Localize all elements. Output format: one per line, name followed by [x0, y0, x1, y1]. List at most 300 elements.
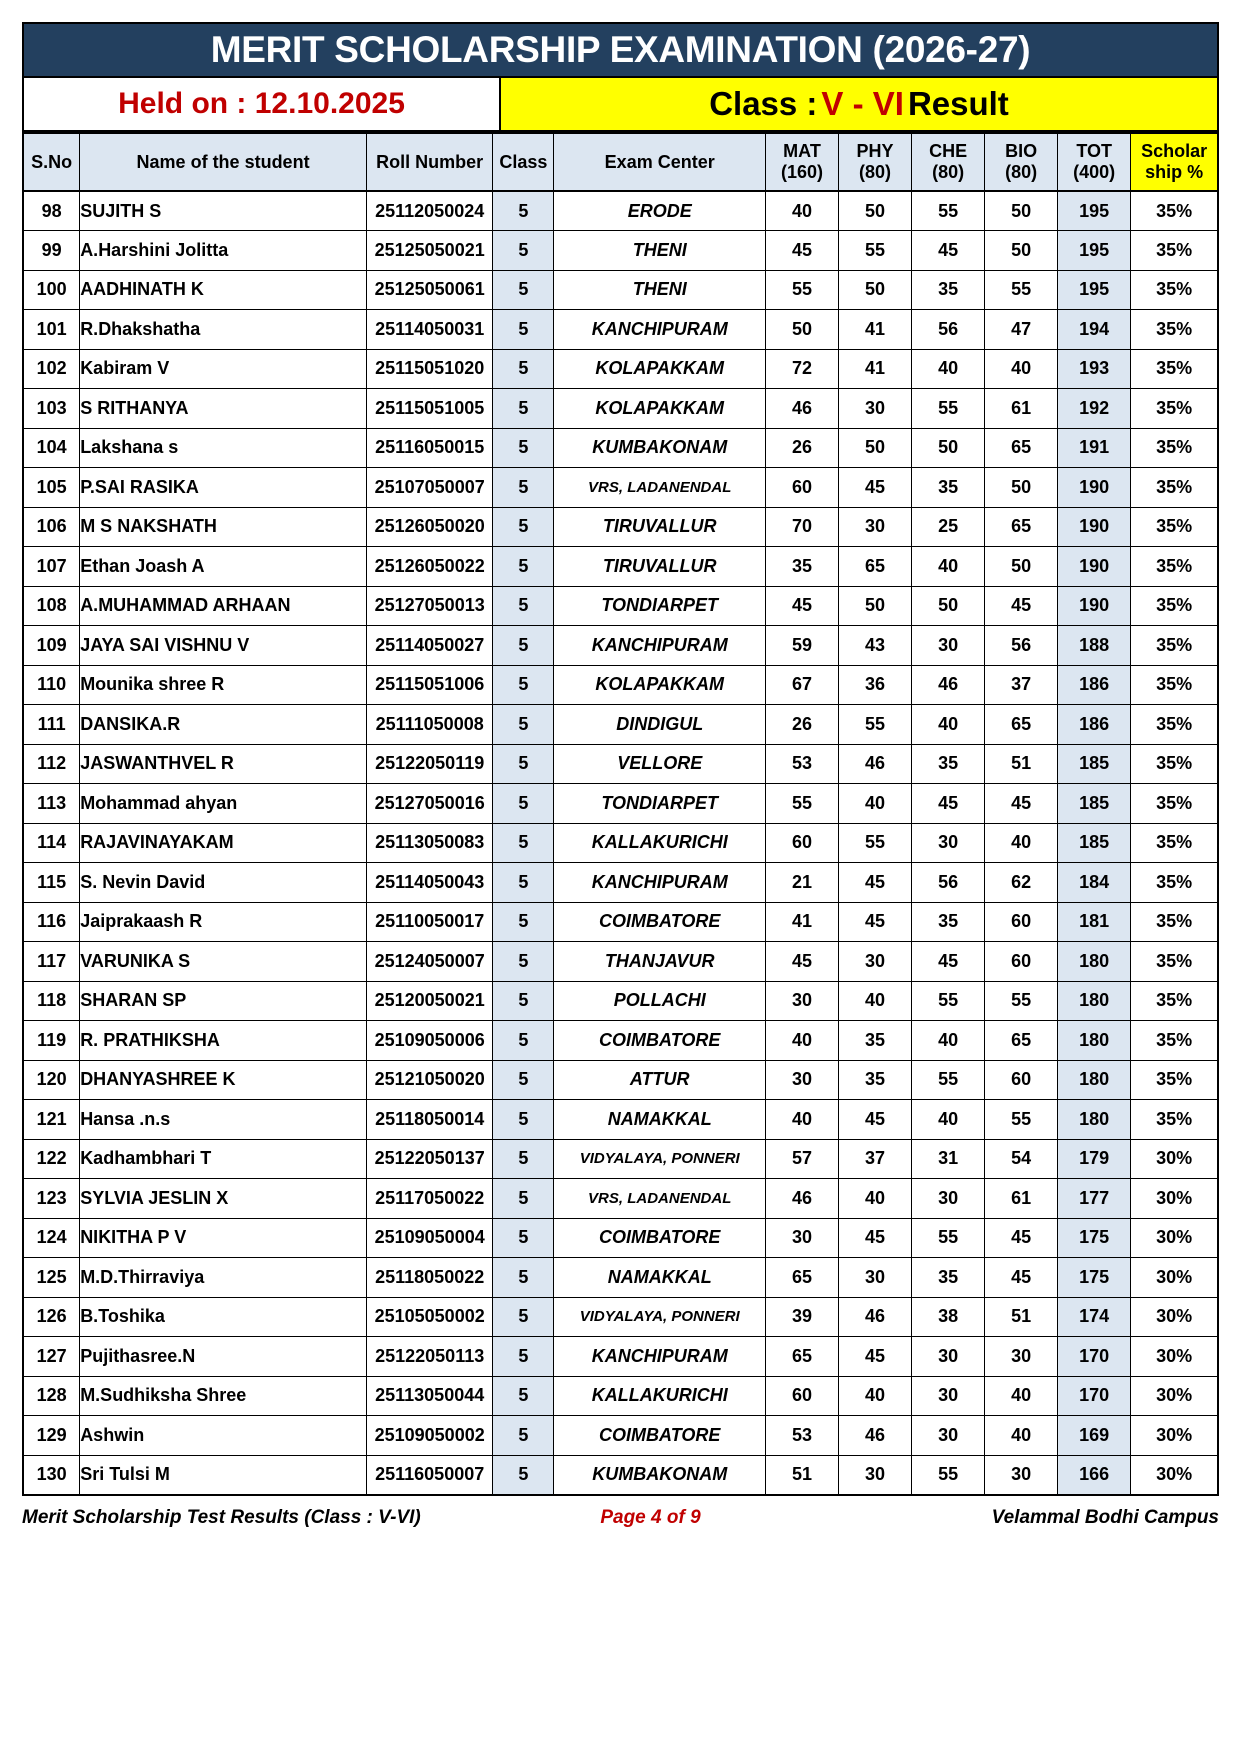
cell-che: 35: [912, 744, 985, 784]
cell-phy: 55: [839, 705, 912, 745]
cell-phy: 50: [839, 270, 912, 310]
cell-class: 5: [493, 270, 554, 310]
cell-mat: 46: [765, 389, 838, 429]
cell-sch: 30%: [1131, 1455, 1218, 1495]
cell-roll: 25120050021: [366, 981, 492, 1021]
cell-bio: 45: [985, 1258, 1058, 1298]
cell-tot: 186: [1058, 665, 1131, 705]
cell-center: ATTUR: [554, 1060, 766, 1100]
cell-tot: 180: [1058, 942, 1131, 982]
cell-sno: 105: [23, 468, 80, 508]
cell-sch: 35%: [1131, 942, 1218, 982]
cell-phy: 30: [839, 1258, 912, 1298]
cell-sno: 126: [23, 1297, 80, 1337]
cell-sch: 35%: [1131, 1021, 1218, 1061]
cell-mat: 65: [765, 1258, 838, 1298]
table-header: [23, 133, 1218, 191]
cell-center: ERODE: [554, 191, 766, 231]
cell-che: 55: [912, 1060, 985, 1100]
cell-class: 5: [493, 705, 554, 745]
cell-name: Lakshana s: [80, 428, 367, 468]
cell-che: 30: [912, 626, 985, 666]
cell-phy: 40: [839, 1376, 912, 1416]
table-row[interactable]: [23, 507, 1218, 547]
table-row[interactable]: [23, 784, 1218, 824]
cell-tot: 185: [1058, 744, 1131, 784]
cell-roll: 25110050017: [366, 902, 492, 942]
cell-roll: 25115051006: [366, 665, 492, 705]
cell-roll: 25113050044: [366, 1376, 492, 1416]
cell-sch: 35%: [1131, 507, 1218, 547]
column-header-label: BIO: [1005, 141, 1038, 162]
cell-center: KOLAPAKKAM: [554, 665, 766, 705]
table-row[interactable]: [23, 863, 1218, 903]
cell-class: 5: [493, 1455, 554, 1495]
results-table: [22, 132, 1219, 1496]
cell-bio: 40: [985, 349, 1058, 389]
column-header-mat[interactable]: [765, 133, 838, 191]
cell-mat: 57: [765, 1139, 838, 1179]
cell-center: TONDIARPET: [554, 784, 766, 824]
column-header-phy[interactable]: [839, 133, 912, 191]
cell-phy: 35: [839, 1021, 912, 1061]
cell-name: JAYA SAI VISHNU V: [80, 626, 367, 666]
cell-sno: 128: [23, 1376, 80, 1416]
cell-sch: 35%: [1131, 547, 1218, 587]
cell-bio: 40: [985, 823, 1058, 863]
cell-sno: 102: [23, 349, 80, 389]
cell-sch: 35%: [1131, 428, 1218, 468]
table-row[interactable]: [23, 823, 1218, 863]
cell-tot: 193: [1058, 349, 1131, 389]
cell-name: Jaiprakaash R: [80, 902, 367, 942]
cell-phy: 40: [839, 981, 912, 1021]
column-header-label: CHE: [929, 141, 968, 162]
cell-che: 55: [912, 981, 985, 1021]
cell-phy: 46: [839, 744, 912, 784]
cell-mat: 26: [765, 428, 838, 468]
cell-sno: 127: [23, 1337, 80, 1377]
cell-sno: 107: [23, 547, 80, 587]
cell-bio: 50: [985, 191, 1058, 231]
cell-class: 5: [493, 191, 554, 231]
cell-che: 35: [912, 270, 985, 310]
cell-name: B.Toshika: [80, 1297, 367, 1337]
cell-tot: 170: [1058, 1337, 1131, 1377]
cell-bio: 50: [985, 468, 1058, 508]
cell-class: 5: [493, 586, 554, 626]
cell-class: 5: [493, 468, 554, 508]
cell-class: 5: [493, 1297, 554, 1337]
cell-sno: 100: [23, 270, 80, 310]
sub-header-bar: [22, 78, 1219, 132]
cell-bio: 61: [985, 1179, 1058, 1219]
table-row[interactable]: [23, 705, 1218, 745]
cell-center: KALLAKURICHI: [554, 1376, 766, 1416]
cell-phy: 45: [839, 863, 912, 903]
cell-phy: 30: [839, 942, 912, 982]
cell-mat: 39: [765, 1297, 838, 1337]
cell-bio: 55: [985, 270, 1058, 310]
cell-che: 55: [912, 1218, 985, 1258]
cell-sch: 35%: [1131, 665, 1218, 705]
table-row[interactable]: [23, 981, 1218, 1021]
cell-mat: 21: [765, 863, 838, 903]
cell-bio: 50: [985, 231, 1058, 271]
cell-center: POLLACHI: [554, 981, 766, 1021]
column-header-max-marks: (400): [1073, 162, 1116, 182]
cell-center: NAMAKKAL: [554, 1100, 766, 1140]
column-header-sno[interactable]: [23, 133, 80, 191]
cell-che: 55: [912, 191, 985, 231]
held-on-label: Held on : 12.10.2025: [118, 87, 405, 120]
cell-tot: 180: [1058, 1021, 1131, 1061]
table-row[interactable]: [23, 349, 1218, 389]
cell-roll: 25127050013: [366, 586, 492, 626]
cell-class: 5: [493, 981, 554, 1021]
cell-mat: 40: [765, 1100, 838, 1140]
cell-mat: 65: [765, 1337, 838, 1377]
cell-sch: 35%: [1131, 349, 1218, 389]
column-header-che[interactable]: [912, 133, 985, 191]
cell-phy: 45: [839, 1337, 912, 1377]
column-header-label: Class: [499, 151, 548, 172]
cell-center: COIMBATORE: [554, 1021, 766, 1061]
table-row[interactable]: [23, 586, 1218, 626]
cell-bio: 62: [985, 863, 1058, 903]
cell-center: DINDIGUL: [554, 705, 766, 745]
cell-sno: 103: [23, 389, 80, 429]
cell-bio: 65: [985, 507, 1058, 547]
table-row[interactable]: [23, 1297, 1218, 1337]
column-header-class[interactable]: [493, 133, 554, 191]
cell-phy: 55: [839, 823, 912, 863]
cell-roll: 25124050007: [366, 942, 492, 982]
cell-roll: 25125050061: [366, 270, 492, 310]
column-header-max-marks: (80): [859, 162, 892, 182]
cell-bio: 30: [985, 1337, 1058, 1377]
cell-che: 31: [912, 1139, 985, 1179]
column-header-center[interactable]: [554, 133, 766, 191]
cell-name: A.Harshini Jolitta: [80, 231, 367, 271]
cell-roll: 25121050020: [366, 1060, 492, 1100]
cell-sch: 35%: [1131, 270, 1218, 310]
cell-name: Pujithasree.N: [80, 1337, 367, 1377]
class-value: V - VI: [821, 85, 904, 122]
table-row[interactable]: [23, 468, 1218, 508]
cell-mat: 30: [765, 1060, 838, 1100]
table-row[interactable]: [23, 1376, 1218, 1416]
cell-mat: 60: [765, 468, 838, 508]
cell-che: 56: [912, 310, 985, 350]
cell-class: 5: [493, 1337, 554, 1377]
column-header-max-marks: ship %: [1145, 162, 1204, 182]
cell-mat: 60: [765, 823, 838, 863]
cell-che: 30: [912, 1376, 985, 1416]
table-row[interactable]: [23, 1021, 1218, 1061]
cell-center: TONDIARPET: [554, 586, 766, 626]
cell-tot: 186: [1058, 705, 1131, 745]
cell-che: 25: [912, 507, 985, 547]
cell-sno: 119: [23, 1021, 80, 1061]
cell-tot: 177: [1058, 1179, 1131, 1219]
cell-phy: 50: [839, 428, 912, 468]
column-header-tot[interactable]: [1058, 133, 1131, 191]
cell-class: 5: [493, 1376, 554, 1416]
cell-roll: 25126050022: [366, 547, 492, 587]
cell-che: 55: [912, 1455, 985, 1495]
cell-class: 5: [493, 1021, 554, 1061]
cell-tot: 190: [1058, 507, 1131, 547]
cell-name: Kadhambhari T: [80, 1139, 367, 1179]
table-row[interactable]: [23, 902, 1218, 942]
cell-class: 5: [493, 1416, 554, 1456]
cell-tot: 190: [1058, 586, 1131, 626]
cell-name: Kabiram V: [80, 349, 367, 389]
footer-campus-name: Velammal Bodhi Campus: [991, 1506, 1219, 1528]
table-row[interactable]: [23, 1179, 1218, 1219]
cell-sch: 35%: [1131, 389, 1218, 429]
table-row[interactable]: [23, 1455, 1218, 1495]
column-header-label: MAT: [783, 141, 821, 162]
cell-tot: 195: [1058, 231, 1131, 271]
cell-tot: 192: [1058, 389, 1131, 429]
cell-class: 5: [493, 1258, 554, 1298]
cell-center: KUMBAKONAM: [554, 428, 766, 468]
table-row[interactable]: [23, 191, 1218, 231]
cell-center: KANCHIPURAM: [554, 863, 766, 903]
page-title: MERIT SCHOLARSHIP EXAMINATION (2026-27): [210, 29, 1031, 70]
table-body: [23, 191, 1218, 1495]
cell-name: Hansa .n.s: [80, 1100, 367, 1140]
cell-mat: 70: [765, 507, 838, 547]
cell-sch: 30%: [1131, 1179, 1218, 1219]
cell-sch: 35%: [1131, 231, 1218, 271]
cell-sno: 112: [23, 744, 80, 784]
column-header-label: Exam Center: [604, 151, 715, 172]
cell-center: COIMBATORE: [554, 1416, 766, 1456]
cell-tot: 191: [1058, 428, 1131, 468]
cell-sch: 35%: [1131, 823, 1218, 863]
cell-mat: 30: [765, 981, 838, 1021]
table-row[interactable]: [23, 1060, 1218, 1100]
table-row[interactable]: [23, 1258, 1218, 1298]
cell-che: 35: [912, 902, 985, 942]
table-row[interactable]: [23, 626, 1218, 666]
cell-che: 40: [912, 705, 985, 745]
cell-bio: 56: [985, 626, 1058, 666]
cell-center: KOLAPAKKAM: [554, 349, 766, 389]
column-header-max-marks: (80): [932, 162, 965, 182]
table-header-row: [23, 133, 1218, 191]
cell-name: Mohammad ahyan: [80, 784, 367, 824]
cell-name: M S NAKSHATH: [80, 507, 367, 547]
cell-che: 40: [912, 547, 985, 587]
table-row[interactable]: [23, 547, 1218, 587]
cell-sch: 30%: [1131, 1376, 1218, 1416]
cell-mat: 40: [765, 191, 838, 231]
table-row[interactable]: [23, 1337, 1218, 1377]
column-header-max-marks: (160): [780, 162, 823, 182]
column-header-label: TOT: [1076, 141, 1113, 162]
cell-roll: 25109050004: [366, 1218, 492, 1258]
cell-tot: 170: [1058, 1376, 1131, 1416]
column-header-bio[interactable]: [985, 133, 1058, 191]
cell-center: VIDYALAYA, PONNERI: [554, 1297, 766, 1337]
table-row[interactable]: [23, 1100, 1218, 1140]
cell-mat: 41: [765, 902, 838, 942]
cell-phy: 40: [839, 1179, 912, 1219]
column-header-label: Name of the student: [136, 151, 310, 172]
cell-roll: 25122050137: [366, 1139, 492, 1179]
cell-sno: 115: [23, 863, 80, 903]
cell-sch: 35%: [1131, 191, 1218, 231]
cell-sch: 35%: [1131, 626, 1218, 666]
cell-center: NAMAKKAL: [554, 1258, 766, 1298]
table-row[interactable]: [23, 1218, 1218, 1258]
cell-center: THENI: [554, 270, 766, 310]
cell-bio: 55: [985, 981, 1058, 1021]
cell-class: 5: [493, 349, 554, 389]
cell-phy: 45: [839, 902, 912, 942]
cell-sch: 35%: [1131, 744, 1218, 784]
cell-class: 5: [493, 547, 554, 587]
cell-class: 5: [493, 942, 554, 982]
column-header-max-marks: (80): [1005, 162, 1038, 182]
cell-sno: 129: [23, 1416, 80, 1456]
table-row[interactable]: [23, 1139, 1218, 1179]
cell-mat: 53: [765, 1416, 838, 1456]
cell-tot: 175: [1058, 1258, 1131, 1298]
cell-che: 50: [912, 428, 985, 468]
cell-sno: 99: [23, 231, 80, 271]
cell-center: TIRUVALLUR: [554, 507, 766, 547]
cell-class: 5: [493, 1218, 554, 1258]
cell-sch: 30%: [1131, 1218, 1218, 1258]
cell-mat: 46: [765, 1179, 838, 1219]
cell-mat: 67: [765, 665, 838, 705]
table-row[interactable]: [23, 744, 1218, 784]
cell-mat: 30: [765, 1218, 838, 1258]
cell-sno: 130: [23, 1455, 80, 1495]
cell-roll: 25126050020: [366, 507, 492, 547]
cell-che: 35: [912, 468, 985, 508]
cell-center: THANJAVUR: [554, 942, 766, 982]
cell-name: A.MUHAMMAD ARHAAN: [80, 586, 367, 626]
table-row[interactable]: [23, 389, 1218, 429]
cell-phy: 46: [839, 1416, 912, 1456]
cell-name: P.SAI RASIKA: [80, 468, 367, 508]
cell-mat: 53: [765, 744, 838, 784]
cell-tot: 166: [1058, 1455, 1131, 1495]
cell-name: M.D.Thirraviya: [80, 1258, 367, 1298]
table-row[interactable]: [23, 428, 1218, 468]
cell-center: KALLAKURICHI: [554, 823, 766, 863]
cell-class: 5: [493, 428, 554, 468]
cell-roll: 25109050006: [366, 1021, 492, 1061]
cell-class: 5: [493, 784, 554, 824]
column-header-roll[interactable]: [366, 133, 492, 191]
cell-center: COIMBATORE: [554, 902, 766, 942]
cell-sno: 118: [23, 981, 80, 1021]
cell-che: 40: [912, 1100, 985, 1140]
cell-roll: 25122050119: [366, 744, 492, 784]
cell-phy: 45: [839, 468, 912, 508]
table-row[interactable]: [23, 310, 1218, 350]
cell-tot: 194: [1058, 310, 1131, 350]
cell-phy: 35: [839, 1060, 912, 1100]
cell-center: KANCHIPURAM: [554, 1337, 766, 1377]
held-on-cell: [24, 78, 501, 130]
cell-roll: 25115051020: [366, 349, 492, 389]
cell-mat: 50: [765, 310, 838, 350]
cell-center: KANCHIPURAM: [554, 626, 766, 666]
cell-roll: 25107050007: [366, 468, 492, 508]
exam-title-banner: [22, 22, 1219, 78]
cell-roll: 25116050015: [366, 428, 492, 468]
cell-sch: 35%: [1131, 1100, 1218, 1140]
cell-bio: 65: [985, 1021, 1058, 1061]
cell-bio: 30: [985, 1455, 1058, 1495]
cell-center: VIDYALAYA, PONNERI: [554, 1139, 766, 1179]
cell-center: THENI: [554, 231, 766, 271]
cell-class: 5: [493, 231, 554, 271]
cell-che: 40: [912, 1021, 985, 1061]
cell-phy: 41: [839, 349, 912, 389]
cell-sno: 124: [23, 1218, 80, 1258]
column-header-name[interactable]: [80, 133, 367, 191]
cell-name: AADHINATH K: [80, 270, 367, 310]
cell-phy: 30: [839, 1455, 912, 1495]
cell-roll: 25113050083: [366, 823, 492, 863]
cell-sno: 113: [23, 784, 80, 824]
cell-mat: 60: [765, 1376, 838, 1416]
cell-bio: 61: [985, 389, 1058, 429]
cell-class: 5: [493, 902, 554, 942]
cell-sno: 108: [23, 586, 80, 626]
cell-bio: 65: [985, 428, 1058, 468]
table-row[interactable]: [23, 231, 1218, 271]
column-header-sch[interactable]: [1131, 133, 1218, 191]
cell-che: 45: [912, 231, 985, 271]
cell-bio: 60: [985, 902, 1058, 942]
cell-class: 5: [493, 863, 554, 903]
cell-class: 5: [493, 823, 554, 863]
table-row[interactable]: [23, 270, 1218, 310]
cell-phy: 46: [839, 1297, 912, 1337]
table-row[interactable]: [23, 1416, 1218, 1456]
cell-mat: 55: [765, 784, 838, 824]
table-row[interactable]: [23, 665, 1218, 705]
class-result-cell: [501, 78, 1217, 130]
cell-tot: 195: [1058, 191, 1131, 231]
cell-name: S RITHANYA: [80, 389, 367, 429]
cell-name: R.Dhakshatha: [80, 310, 367, 350]
cell-che: 56: [912, 863, 985, 903]
cell-sch: 30%: [1131, 1258, 1218, 1298]
cell-name: DANSIKA.R: [80, 705, 367, 745]
cell-bio: 51: [985, 744, 1058, 784]
cell-roll: 25125050021: [366, 231, 492, 271]
cell-sch: 35%: [1131, 1060, 1218, 1100]
cell-tot: 188: [1058, 626, 1131, 666]
cell-bio: 40: [985, 1376, 1058, 1416]
table-row[interactable]: [23, 942, 1218, 982]
cell-name: S. Nevin David: [80, 863, 367, 903]
cell-name: SUJITH S: [80, 191, 367, 231]
cell-roll: 25118050014: [366, 1100, 492, 1140]
cell-phy: 41: [839, 310, 912, 350]
